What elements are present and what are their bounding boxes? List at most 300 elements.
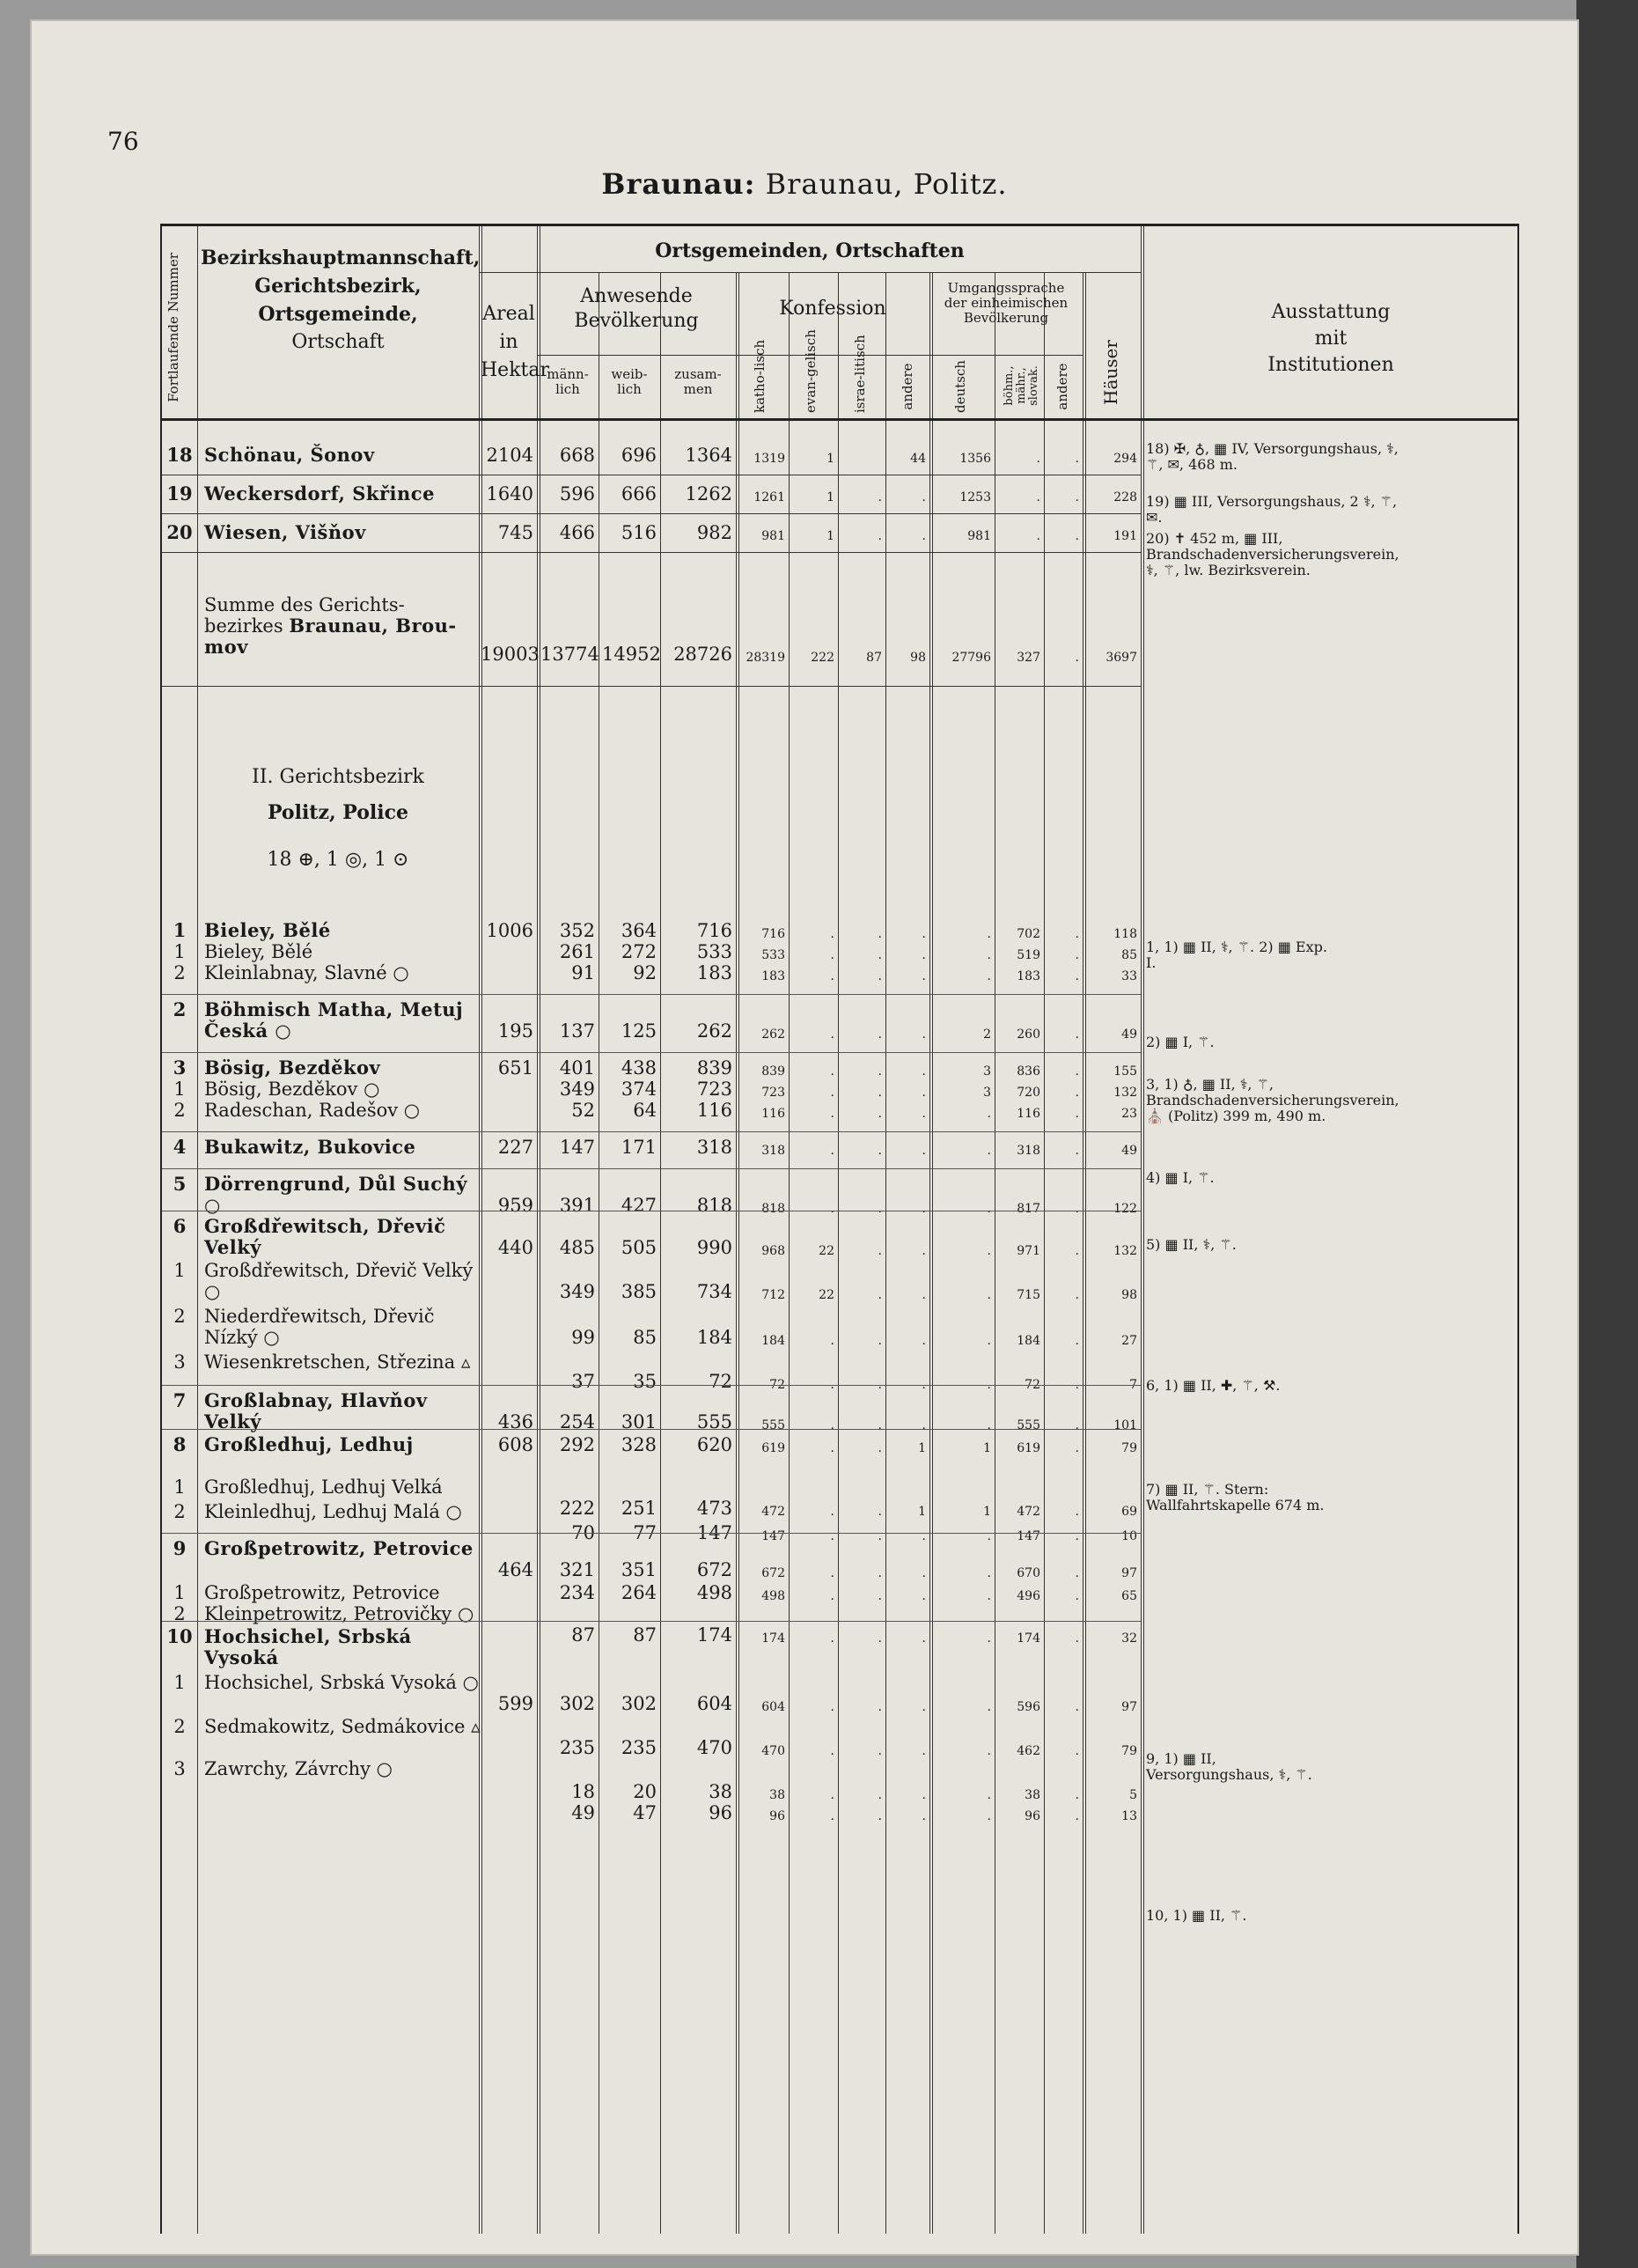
cell-and: . (922, 1244, 926, 1258)
cell-de: 27796 (951, 651, 991, 665)
row-number: 5 (173, 1173, 187, 1195)
cell-de: . (987, 1700, 991, 1714)
cell-cz: 715 (1017, 1288, 1040, 1302)
cell-m: 235 (559, 1737, 595, 1758)
cell-h: 33 (1121, 969, 1137, 983)
place-name: Bösig, Bezděkov ○ (204, 1079, 380, 1100)
cell-m: 91 (571, 962, 595, 983)
running-head-bold: Braunau: (601, 167, 756, 201)
cell-isr: . (878, 1334, 882, 1348)
cell-m: 99 (571, 1327, 595, 1348)
cell-w: 301 (621, 1411, 657, 1432)
cell-z: 116 (696, 1100, 732, 1121)
cell-areal: 464 (497, 1559, 533, 1580)
cell-areal: 745 (497, 522, 533, 543)
cell-z: 174 (696, 1624, 732, 1646)
cell-m: 222 (559, 1498, 595, 1519)
cell-de: 3 (983, 1086, 991, 1100)
place-cell (204, 1351, 484, 1373)
cell-w: 64 (633, 1100, 657, 1121)
cell-kath: 116 (761, 1107, 785, 1121)
row-number: 4 (173, 1136, 187, 1158)
place-name: Böhmisch Matha, Metuj Česká ○ (204, 998, 464, 1042)
cell-m: 466 (559, 522, 595, 543)
cell-z: 498 (696, 1582, 732, 1603)
cell-m: 401 (559, 1057, 595, 1079)
cell-areal: 436 (497, 1411, 533, 1432)
cell-ev: . (830, 1027, 834, 1042)
cell-cz: . (1036, 490, 1040, 504)
place-cell (204, 1216, 484, 1258)
cell-cz: 174 (1017, 1631, 1040, 1646)
place-name: Kleinlabnay, Slavné ○ (204, 962, 409, 983)
cell-h: 10 (1121, 1529, 1137, 1543)
place-cell (204, 1100, 484, 1121)
place-cell (204, 1306, 484, 1348)
cell-ev: . (830, 1589, 834, 1603)
cell-kath: 174 (761, 1631, 785, 1646)
cell-isr: . (878, 1107, 882, 1121)
cell-kath: 498 (761, 1589, 785, 1603)
header-katholisch: katho-lisch (752, 339, 768, 413)
cell-de: . (987, 1418, 991, 1432)
cell-cz: 72 (1025, 1378, 1040, 1392)
cell-de: 2 (983, 1027, 991, 1042)
cell-ev: . (830, 1566, 834, 1580)
header-row-number: Fortlaufende Nummer (165, 253, 181, 402)
header-ortsgemeinden: Ortsgemeinden, Ortschaften (655, 239, 965, 262)
cell-h: 294 (1113, 452, 1137, 466)
cell-z: 533 (696, 941, 732, 962)
cell-h: 98 (1121, 1288, 1137, 1302)
cell-m: 137 (559, 1020, 595, 1042)
col-line (885, 272, 886, 2234)
cell-h: 13 (1121, 1809, 1137, 1823)
cell-and: . (922, 529, 926, 543)
inst-18: 18) ✠, ♁, ▦ IV, Versorgungshaus, ⚕, ⚚, ✉, 468 m. (1146, 440, 1399, 473)
cell-cz: 116 (1017, 1107, 1040, 1121)
running-head (30, 167, 1579, 201)
cell-au: . (1075, 1700, 1079, 1714)
cell-h: 122 (1113, 1202, 1137, 1216)
place-name: Hochsichel, Srbská Vysoká (204, 1625, 412, 1668)
cell-ev: . (830, 1700, 834, 1714)
cell-kath: 262 (761, 1027, 785, 1042)
place-cell (204, 1390, 484, 1432)
cell-de: . (987, 969, 991, 983)
cell-kath: 672 (761, 1566, 785, 1580)
cell-h: 3697 (1105, 651, 1137, 665)
cell-cz: 318 (1017, 1144, 1040, 1158)
cell-z: 318 (696, 1137, 732, 1158)
place-cell (204, 445, 484, 466)
header-deutsch: deutsch (952, 360, 968, 413)
cell-areal: 440 (497, 1237, 533, 1258)
cell-au: . (1075, 452, 1079, 466)
cell-z: 839 (696, 1057, 732, 1079)
place-name: Sedmakowitz, Sedmákovice ▵ (204, 1716, 481, 1737)
cell-de: . (987, 1144, 991, 1158)
cell-m: 254 (559, 1411, 595, 1432)
cell-kath: 981 (761, 529, 785, 543)
cell-cz: 670 (1017, 1566, 1040, 1580)
place-cell (204, 920, 484, 941)
cell-h: 79 (1121, 1744, 1137, 1758)
cell-z: 620 (696, 1434, 732, 1455)
header-rule (537, 355, 736, 356)
place-cell (204, 1057, 484, 1079)
cell-de: . (987, 1809, 991, 1823)
cell-cz: 96 (1025, 1809, 1040, 1823)
cell-ev: 1 (826, 490, 834, 504)
cell-ev: . (830, 1334, 834, 1348)
scan-edge (1576, 0, 1638, 2268)
row-number: 2 (173, 1603, 186, 1624)
cell-au: . (1075, 651, 1079, 665)
place-name: Niederdřewitsch, Dřevič Nízký ○ (204, 1306, 435, 1348)
summe-rule (162, 686, 1141, 687)
place-cell (204, 1758, 484, 1779)
cell-kath: 470 (761, 1744, 785, 1758)
place-cell (204, 1260, 484, 1302)
page-number: 76 (107, 127, 139, 156)
cell-h: 191 (1113, 529, 1137, 543)
cell-ev: . (830, 1631, 834, 1646)
section-title: II. Gerichtsbezirk (252, 766, 424, 788)
header-zusammen: zusam-men (674, 366, 722, 397)
cell-and: . (922, 490, 926, 504)
cell-de: . (987, 1566, 991, 1580)
place-cell (204, 1174, 484, 1216)
cell-kath: 818 (761, 1202, 785, 1216)
cell-isr: . (878, 1589, 882, 1603)
place-cell (204, 522, 484, 543)
summe-label-2: bezirkes (204, 615, 283, 637)
cell-au: . (1075, 969, 1079, 983)
cell-kath: 72 (769, 1378, 785, 1392)
cell-h: 155 (1113, 1064, 1137, 1079)
cell-w: 427 (621, 1195, 657, 1216)
cell-ev: . (830, 1144, 834, 1158)
cell-au: . (1075, 927, 1079, 941)
cell-kath: 533 (761, 948, 785, 962)
cell-w: 666 (621, 483, 657, 504)
row-number: 1 (173, 1582, 186, 1603)
inst-19: 19) ▦ III, Versorgungshaus, 2 ⚕, ⚚, ✉. (1146, 493, 1398, 526)
cell-ev: . (830, 1086, 834, 1100)
place-name: Wiesen, Višňov (204, 521, 366, 543)
cell-isr: . (878, 1566, 882, 1580)
cell-au: . (1075, 1086, 1079, 1100)
cell-z: 470 (696, 1737, 732, 1758)
cell-and: . (922, 1788, 926, 1802)
header-umgang-3: Bevölkerung (963, 310, 1049, 326)
cell-de: . (987, 1788, 991, 1802)
header-konfession: Konfession (779, 298, 886, 320)
header-district-3: Ortsgemeinde, (258, 303, 418, 326)
cell-cz: . (1036, 452, 1040, 466)
col-line (789, 272, 790, 2234)
row-number: 2 (173, 998, 187, 1020)
cell-w: 438 (621, 1057, 657, 1079)
cell-au: . (1075, 1441, 1079, 1455)
header-areal-3: Hektar (481, 359, 550, 381)
place-cell (204, 1501, 484, 1522)
cell-ev: . (830, 1788, 834, 1802)
cell-kath: 1261 (753, 490, 785, 504)
cell-kath: 968 (761, 1244, 785, 1258)
cell-au: . (1075, 1064, 1079, 1079)
place-name: Bieley, Bělé (204, 941, 313, 962)
place-name: Schönau, Šonov (204, 444, 375, 466)
cell-ev: . (830, 1441, 834, 1455)
cell-isr: . (878, 1244, 882, 1258)
row-number: 2 (173, 1501, 186, 1522)
cell-m: 147 (559, 1137, 595, 1158)
col-line (197, 226, 198, 2234)
cell-w: 264 (621, 1582, 657, 1603)
cell-isr: 87 (866, 651, 882, 665)
place-cell (204, 483, 484, 504)
cell-isr: . (878, 1529, 882, 1543)
header-boehm: böhm., mähr., slovak. (1003, 365, 1040, 406)
cell-h: 7 (1129, 1378, 1137, 1392)
header-umgang-2: der einheimischen (944, 295, 1069, 311)
cell-isr: . (878, 1144, 882, 1158)
cell-isr: . (878, 1809, 882, 1823)
row-number: 2 (173, 1306, 186, 1327)
cell-au: . (1075, 1378, 1079, 1392)
row-number: 2 (173, 1100, 186, 1121)
cell-z: 262 (696, 1020, 732, 1042)
cell-and: . (922, 1418, 926, 1432)
inst-20: 20) ✝ 452 m, ▦ III, Brandschadenversicherungsverein, ⚕, ⚚, lw. Bezirksverein. (1146, 530, 1399, 578)
cell-ev: . (830, 1418, 834, 1432)
summe-label-1: Summe des Gerichts- (204, 594, 405, 615)
cell-and: . (922, 1700, 926, 1714)
place-cell (204, 962, 484, 983)
cell-au: . (1075, 1288, 1079, 1302)
cell-z: 672 (696, 1559, 732, 1580)
summe-label-3: mov (204, 636, 248, 658)
cell-ev: . (830, 1202, 834, 1216)
cell-ev: . (830, 969, 834, 983)
header-israelitisch: israe-litisch (852, 335, 868, 413)
cell-and: 98 (910, 651, 926, 665)
cell-cz: 496 (1017, 1589, 1040, 1603)
cell-areal: 1640 (486, 483, 533, 504)
cell-de: . (987, 927, 991, 941)
cell-z: 990 (696, 1237, 732, 1258)
place-name: Großpetrowitz, Petrovice (204, 1582, 440, 1603)
header-district-2: Gerichtsbezirk, (254, 275, 422, 298)
cell-z: 473 (696, 1498, 732, 1519)
section-symbols: 18 ⊕, 1 ◎, 1 ⊙ (267, 849, 409, 871)
cell-w: 385 (621, 1281, 657, 1302)
cell-isr: . (878, 529, 882, 543)
place-name: Großdřewitsch, Dřevič Velký (204, 1215, 446, 1258)
cell-de: 981 (967, 529, 991, 543)
cell-de: . (987, 1744, 991, 1758)
cell-isr: . (878, 1418, 882, 1432)
cell-ev: . (830, 1064, 834, 1079)
group-rule (162, 1052, 1141, 1053)
cell-ev: . (830, 1744, 834, 1758)
cell-au: . (1075, 1505, 1079, 1519)
cell-ev: . (830, 1809, 834, 1823)
summe-label-bold: Braunau, Brou- (289, 615, 457, 637)
header-evangelisch: evan-gelisch (803, 329, 819, 413)
place-name: Kleinpetrowitz, Petrovičky ○ (204, 1603, 474, 1624)
row-number: 3 (173, 1758, 186, 1779)
cell-au: . (1075, 1744, 1079, 1758)
cell-m: 70 (571, 1522, 595, 1543)
row-number: 2 (173, 962, 186, 983)
cell-and: . (922, 1086, 926, 1100)
place-cell (204, 1672, 484, 1693)
place-cell (204, 1079, 484, 1100)
cell-z: 96 (709, 1802, 732, 1823)
place-name: Weckersdorf, Skřince (204, 482, 435, 504)
cell-au: . (1075, 1202, 1079, 1216)
cell-h: 118 (1113, 927, 1137, 941)
row-number: 1 (173, 1260, 186, 1281)
header-ausstattung-2: mit (1314, 328, 1348, 350)
cell-cz: 836 (1017, 1064, 1040, 1079)
cell-de: . (987, 1378, 991, 1392)
cell-ev: . (830, 948, 834, 962)
col-line (838, 272, 839, 2234)
cell-isr: . (878, 1064, 882, 1079)
cell-w: 251 (621, 1498, 657, 1519)
cell-and: . (922, 1027, 926, 1042)
cell-h: 132 (1113, 1086, 1137, 1100)
place-name: Hochsichel, Srbská Vysoká ○ (204, 1672, 479, 1693)
cell-au: . (1075, 490, 1079, 504)
cell-isr: . (878, 1027, 882, 1042)
group-rule (162, 1168, 1141, 1169)
row-number: 7 (173, 1389, 187, 1411)
cell-isr: . (878, 969, 882, 983)
cell-kath: 183 (761, 969, 785, 983)
place-cell (204, 1582, 484, 1603)
place-name: Wiesenkretschen, Střezina ▵ (204, 1351, 471, 1373)
cell-de: 1 (983, 1505, 991, 1519)
cell-m: 349 (559, 1281, 595, 1302)
cell-and: . (922, 1589, 926, 1603)
cell-de: . (987, 1631, 991, 1646)
cell-m: 37 (571, 1371, 595, 1392)
row-number: 6 (173, 1215, 187, 1237)
cell-isr: . (878, 1505, 882, 1519)
cell-isr: . (878, 490, 882, 504)
cell-de: . (987, 1244, 991, 1258)
cell-and: 1 (918, 1505, 926, 1519)
cell-au: . (1075, 529, 1079, 543)
cell-h: 23 (1121, 1107, 1137, 1121)
place-name: Großdřewitsch, Dřevič Velký ○ (204, 1260, 474, 1302)
cell-ev: . (830, 927, 834, 941)
cell-cz: 619 (1017, 1441, 1040, 1455)
inst-row-3: 3, 1) ♁, ▦ II, ⚕, ⚚, Brandschadenversicherungsverein, ⛪ (Politz) 399 m, 490 m. (1146, 1076, 1399, 1124)
place-cell (204, 941, 484, 962)
cell-w: 516 (621, 522, 657, 543)
section-name: Politz, Police (267, 801, 409, 824)
cell-au: . (1075, 948, 1079, 962)
place-name: Zawrchy, Závrchy ○ (204, 1758, 393, 1779)
cell-and: . (922, 1288, 926, 1302)
cell-and: . (922, 1064, 926, 1079)
cell-m: 87 (571, 1624, 595, 1646)
cell-cz: 462 (1017, 1744, 1040, 1758)
cell-cz: 184 (1017, 1334, 1040, 1348)
cell-areal: 651 (497, 1057, 533, 1079)
cell-and: . (922, 1107, 926, 1121)
cell-cz: . (1036, 529, 1040, 543)
row-number: 1 (173, 1079, 186, 1100)
place-cell (204, 1476, 484, 1498)
cell-ev: . (830, 1529, 834, 1543)
cell-h: 32 (1121, 1631, 1137, 1646)
inst-row-4: 4) ▦ I, ⚚. (1146, 1169, 1215, 1186)
cell-z: 723 (696, 1079, 732, 1100)
cell-m: 292 (559, 1434, 595, 1455)
cell-z: 818 (696, 1195, 732, 1216)
header-areal-2: in (499, 331, 518, 353)
cell-kath: 96 (769, 1809, 785, 1823)
cell-w: 505 (621, 1237, 657, 1258)
cell-ev: 1 (826, 452, 834, 466)
cell-h: 69 (1121, 1505, 1137, 1519)
cell-w: 20 (633, 1781, 657, 1802)
cell-z: 734 (696, 1281, 732, 1302)
header-bottom-rule (162, 418, 1517, 421)
cell-z: 184 (696, 1327, 732, 1348)
cell-isr: . (878, 948, 882, 962)
col-line (660, 272, 661, 2234)
cell-de: . (987, 1529, 991, 1543)
row-number: 2 (173, 1716, 186, 1737)
cell-h: 97 (1121, 1566, 1137, 1580)
place-name: Dörrengrund, Důl Suchý ○ (204, 1173, 468, 1216)
header-areal-1: Areal (482, 303, 535, 325)
place-name: Bösig, Bezděkov (204, 1057, 381, 1079)
cell-kath: 555 (761, 1418, 785, 1432)
cell-kath: 1319 (753, 452, 785, 466)
group-rule (162, 1621, 1141, 1622)
cell-de: . (987, 1334, 991, 1348)
row-number: 3 (173, 1057, 187, 1079)
group-rule (162, 1533, 1141, 1534)
inst-row-5: 5) ▦ II, ⚕, ⚚. (1146, 1236, 1237, 1253)
cell-au: . (1075, 1144, 1079, 1158)
row-number: 9 (173, 1537, 187, 1559)
cell-and: . (922, 1744, 926, 1758)
cell-and: . (922, 1809, 926, 1823)
row-number: 1 (173, 941, 186, 962)
place-name: Großledhuj, Ledhuj Velká (204, 1476, 443, 1498)
cell-w: 272 (621, 941, 657, 962)
cell-z: 183 (696, 962, 732, 983)
cell-w: 302 (621, 1693, 657, 1714)
summe-label (204, 594, 484, 658)
cell-and: . (922, 1631, 926, 1646)
cell-de: 3 (983, 1064, 991, 1079)
cell-h: 85 (1121, 948, 1137, 962)
cell-m: 668 (559, 445, 595, 466)
cell-m: 321 (559, 1559, 595, 1580)
header-maennlich: männ-lich (547, 366, 589, 397)
